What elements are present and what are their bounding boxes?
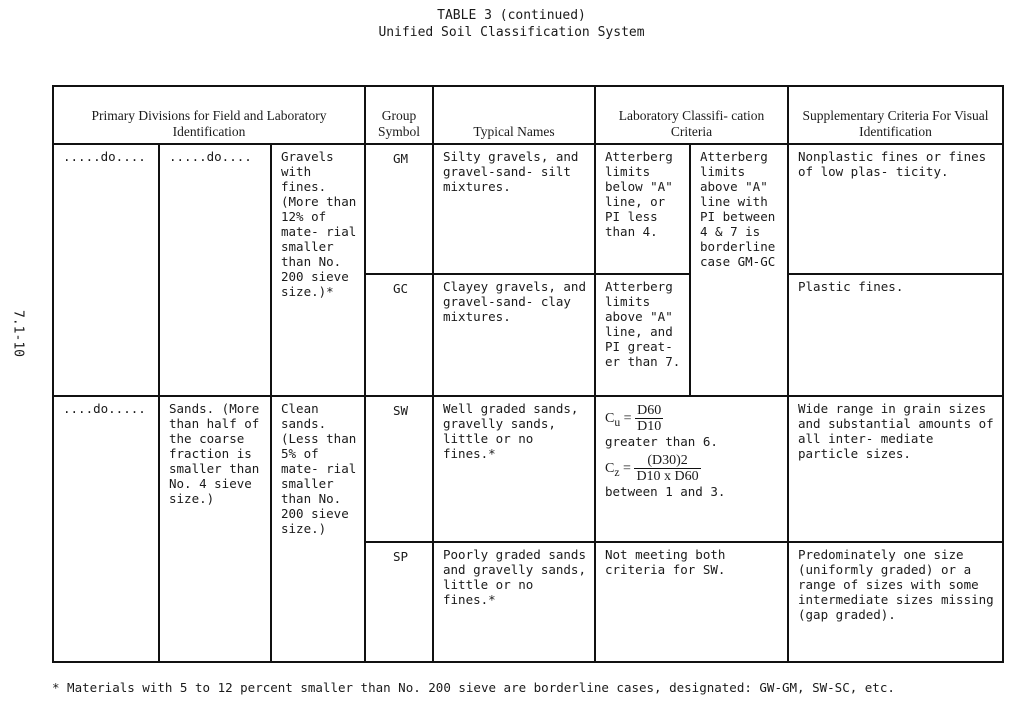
lab-criteria-gm: Atterberg limits below "A" line, or PI less than 4. [595,144,690,274]
lab-criteria-gm-gc-borderline: Atterberg limits above "A" line with PI between 4 & 7 is borderline case GM-GC [690,144,788,396]
cz-formula [605,453,781,484]
lab-criteria-sw [595,396,788,542]
header-supplementary-criteria: Supplementary Criteria For Visual Identification [788,86,1003,144]
group-symbol-gc: GC [365,274,433,396]
cu-condition: greater than 6. [605,434,718,449]
gravels-with-fines-cell: Gravels with fines. (More than 12% of mate- rial smaller than No. 200 sieve size.)* [271,144,365,396]
header-typical-names: Typical Names [433,86,595,144]
sands-division-ditto: ....do..... [53,396,159,662]
cz-symbol: $C_z$ = [605,461,635,479]
cu-formula [605,403,781,434]
cz-denominator: D10 x D60 [636,469,699,484]
supplementary-sp: Predominately one size (uniformly graded) or a range of sizes with some intermediate sizes missing (gap graded). [788,542,1003,662]
table-title [0,7,1023,41]
cz-numerator: (D30)2 [634,453,700,469]
header-lab-criteria: Laboratory Classifi- cation Criteria [595,86,788,144]
cu-symbol: $C_u$ = [605,411,636,429]
cu-denominator: D10 [637,419,662,434]
page-number: 7.1-10 [10,310,26,357]
gravels-division-ditto: .....do.... [53,144,159,396]
supplementary-gm: Nonplastic fines or fines of low plas- ticity. [788,144,1003,274]
cu-fraction [635,403,663,434]
group-symbol-sw: SW [365,396,433,542]
soil-classification-table [52,85,1004,663]
cu-numerator: D60 [637,403,662,418]
supplementary-sw: Wide range in grain sizes and substantial amounts of all inter- mediate particle sizes. [788,396,1003,542]
cz-condition: between 1 and 3. [605,484,726,499]
typical-name-gm: Silty gravels, and gravel-sand- silt mixtures. [433,144,595,274]
group-symbol-gm: GM [365,144,433,274]
lab-criteria-gc: Atterberg limits above "A" line, and PI great- er than 7. [595,274,690,396]
sands-subdivision-cell: Sands. (More than half of the coarse fraction is smaller than No. 4 sieve size.) [159,396,271,662]
gravels-subdivision-ditto: .....do.... [159,144,271,396]
table-title-line2: Unified Soil Classification System [378,25,645,40]
footnote: * Materials with 5 to 12 percent smaller than No. 200 sieve are borderline cases, designated: GW-GM, SW-SC, etc. [52,680,895,695]
typical-name-gc: Clayey gravels, and gravel-sand- clay mixtures. [433,274,595,396]
group-symbol-sp: SP [365,542,433,662]
header-primary-divisions: Primary Divisions for Field and Laboratory Identification [53,86,365,144]
typical-name-sw: Well graded sands, gravelly sands, little or no fines.* [433,396,595,542]
typical-name-sp: Poorly graded sands and gravelly sands, little or no fines.* [433,542,595,662]
table-title-line1: TABLE 3 (continued) [437,8,586,23]
clean-sands-cell: Clean sands. (Less than 5% of mate- rial smaller than No. 200 sieve size.) [271,396,365,662]
lab-criteria-sp: Not meeting both criteria for SW. [595,542,788,662]
supplementary-gc: Plastic fines. [788,274,1003,396]
header-group-symbol: Group Symbol [365,86,433,144]
cz-fraction [634,453,700,484]
